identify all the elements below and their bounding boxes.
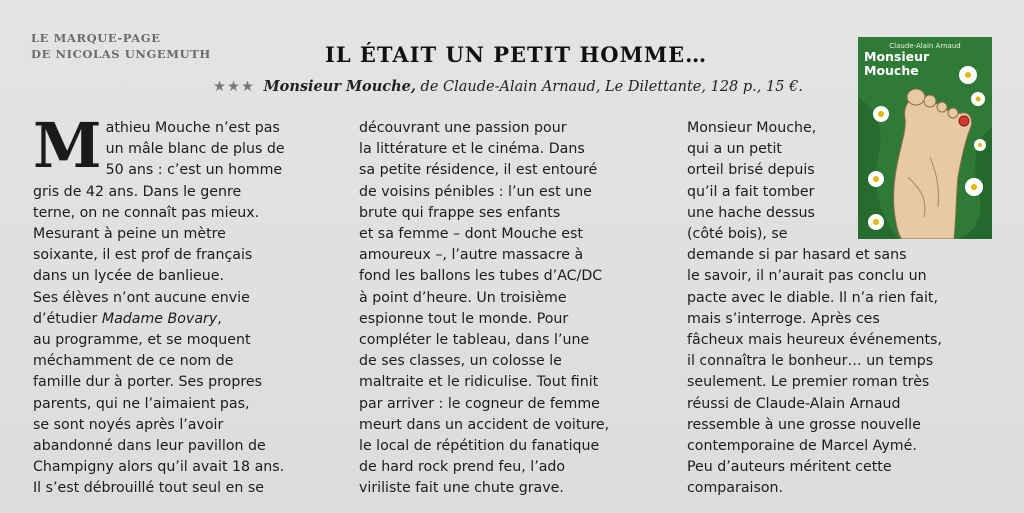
article-line: viriliste fait une chute grave. — [359, 480, 564, 497]
book-title: Monsieur Mouche, — [263, 78, 416, 95]
article-line: se sont noyés après l’avoir — [33, 416, 224, 433]
article-line: Monsieur Mouche, — [687, 120, 817, 136]
article-line: le local de répétition du fanatique — [359, 438, 600, 455]
article-line: fond les ballons les tubes d’AC/DC — [359, 268, 603, 285]
article-line: de voisins pénibles : l’un est une — [359, 183, 592, 200]
article-line: contemporaine de Marcel Aymé. — [687, 438, 917, 455]
article-line: Ses élèves n’ont aucune envie — [33, 289, 250, 306]
article-line: il connaîtra le bonheur… un temps — [687, 353, 934, 370]
article-line: amoureux –, l’autre massacre à — [359, 247, 584, 264]
article-line: soixante, il est prof de français — [33, 247, 253, 264]
article-line: 50 ans : c’est un homme — [105, 162, 283, 179]
article-line: Peu d’auteurs méritent cette — [687, 459, 892, 476]
article-line: mais s’interroge. Après ces — [687, 310, 880, 327]
rubric-line-2: DE NICOLAS UNGEMUTH — [31, 47, 211, 61]
article-line: par arriver : le cogneur de femme — [359, 395, 600, 412]
article-line: découvrant une passion pour — [359, 120, 567, 136]
article-line: à point d’heure. Un troisième — [359, 289, 567, 306]
article-line: dans un lycée de banlieue. — [33, 268, 224, 285]
article-line: le savoir, il n’aurait pas conclu un — [687, 268, 927, 285]
article-line: ressemble à une grosse nouvelle — [687, 416, 921, 433]
article-line: (côté bois), se — [687, 226, 788, 243]
article-line: qui a un petit — [687, 141, 782, 158]
article-line: Champigny alors qu’il avait 18 ans. — [33, 459, 285, 476]
article-line: maltraite et le ridiculise. Tout finit — [359, 374, 599, 391]
rubric-line-1: LE MARQUE-PAGE — [31, 31, 161, 45]
article-line: demande si par hasard et sans — [687, 247, 907, 264]
article-column-2 — [359, 118, 664, 500]
cover-title — [864, 50, 929, 78]
article-line: Il s’est débrouillé tout seul en se — [33, 480, 264, 497]
article-line: au programme, et se moquent — [33, 332, 251, 349]
article-line: de ses classes, un colosse le — [359, 353, 562, 370]
cover-author: Claude-Alain Arnaud — [889, 42, 961, 50]
article-line: qu’il a fait tomber — [687, 183, 815, 200]
article-headline: IL ÉTAIT UN PETIT HOMME… — [325, 42, 708, 67]
article-line: orteil brisé depuis — [687, 162, 815, 179]
article-line: de hard rock prend feu, l’ado — [359, 459, 566, 476]
rating-stars: ★★★ — [213, 79, 255, 95]
cover-title-line-1: Monsieur — [864, 49, 930, 64]
article-line: la littérature et le cinéma. Dans — [359, 141, 585, 158]
article-line: Mesurant à peine un mètre — [33, 226, 226, 243]
article-line: compléter le tableau, dans l’une — [359, 332, 590, 349]
cover-title-line-2: Mouche — [864, 63, 919, 78]
article-line: réussi de Claude-Alain Arnaud — [687, 395, 901, 412]
article-line: pacte avec le diable. Il n’a rien fait, — [687, 289, 938, 306]
article-line: brute qui frappe ses enfants — [359, 204, 561, 221]
article-line: et sa femme – dont Mouche est — [359, 226, 583, 243]
article-line: d’étudier Madame Bovary, — [33, 310, 222, 327]
article-line: méchamment de ce nom de — [33, 353, 234, 370]
article-line: un mâle blanc de plus de — [105, 141, 285, 158]
article-column-1 — [33, 109, 333, 500]
article-line: fâcheux mais heureux événements, — [687, 332, 942, 349]
article-line: comparaison. — [687, 480, 784, 497]
column-rubric — [31, 30, 211, 62]
book-details: de Claude-Alain Arnaud, Le Dilettante, 128 p., 15 €. — [420, 79, 803, 95]
article-line: athieu Mouche n’est pas — [105, 120, 280, 136]
article-line: abandonné dans leur pavillon de — [33, 438, 266, 455]
article-line: sa petite résidence, il est entouré — [359, 162, 598, 179]
book-reference — [213, 78, 803, 95]
article-line: terne, on ne connaît pas mieux. — [33, 204, 260, 221]
drop-cap: M — [33, 109, 102, 182]
article-line: une hache dessus — [687, 204, 815, 221]
article-line: espionne tout le monde. Pour — [359, 310, 569, 327]
article-line: parents, qui ne l’aimaient pas, — [33, 395, 250, 412]
article-line: famille dur à porter. Ses propres — [33, 374, 262, 391]
book-cover-image — [858, 37, 992, 239]
article-line: meurt dans un accident de voiture, — [359, 416, 610, 433]
article-line: seulement. Le premier roman très — [687, 374, 930, 391]
article-line: gris de 42 ans. Dans le genre — [33, 183, 242, 200]
